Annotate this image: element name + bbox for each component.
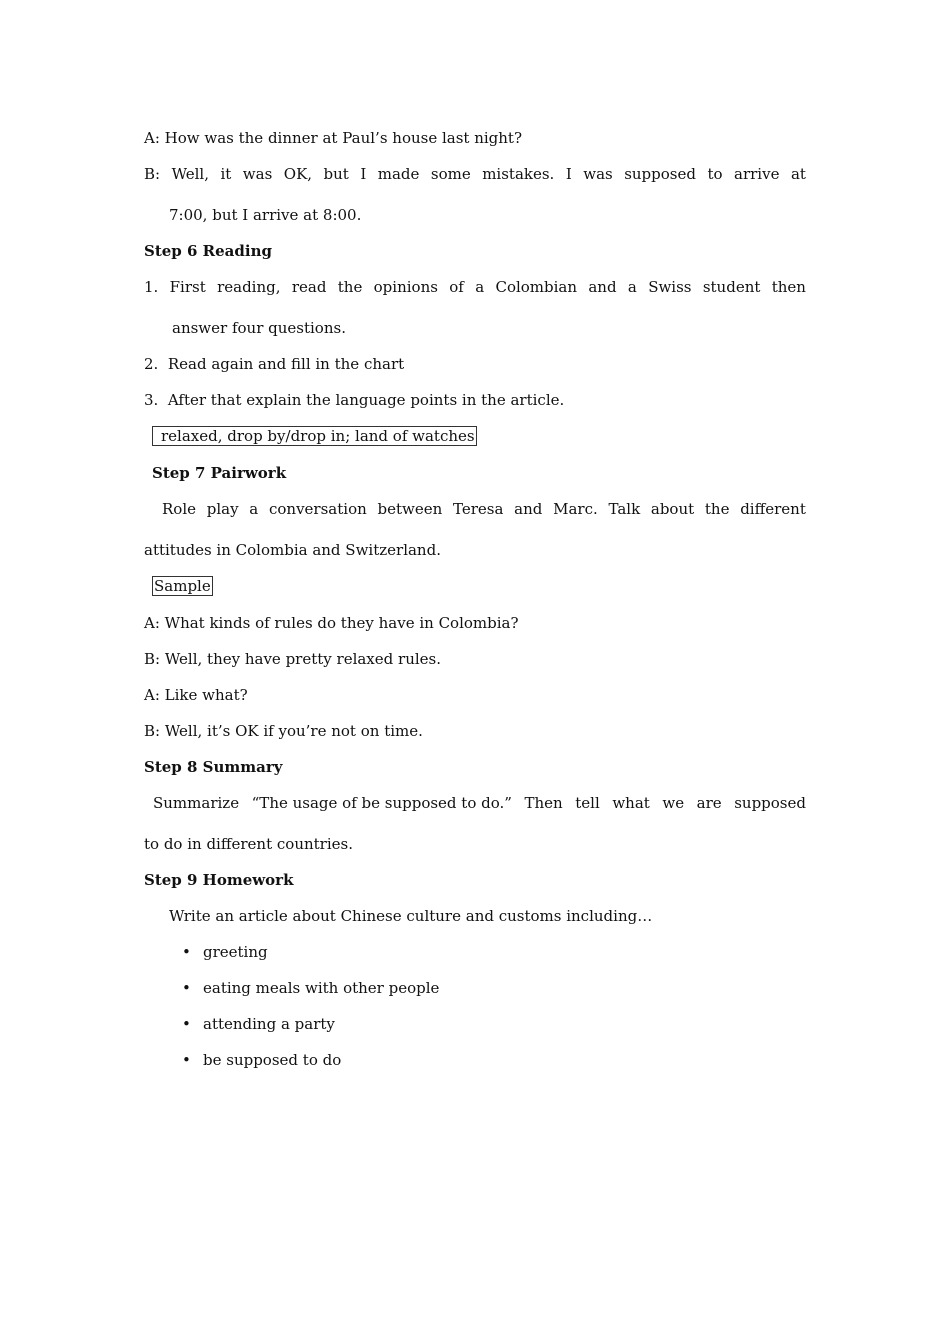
word: between [377,500,443,518]
word: Colombian [495,278,578,296]
word: what [612,794,650,812]
word: a [627,278,637,296]
word: different [740,500,806,518]
sample-label: Sample [154,577,211,595]
homework-bullet-item: attending a party [203,1015,335,1033]
step6-item-1-continued: answer four questions. [172,319,346,337]
word: read [291,278,327,296]
word: Role [162,500,196,518]
word: it [220,165,232,183]
language-points-box: relaxed, drop by/drop in; land of watches [152,426,477,446]
bullet-icon: • [182,979,191,997]
bullet-icon: • [182,1051,191,1069]
word: supposed [734,794,806,812]
step8-heading: Step 8 Summary [144,758,283,776]
homework-bullet-item: eating meals with other people [203,979,440,997]
step7-heading: Step 7 Pairwork [152,464,287,482]
word: but [323,165,349,183]
bullet-icon: • [182,943,191,961]
word: we [662,794,685,812]
word: some [430,165,471,183]
homework-bullet-item: greeting [203,943,268,961]
word: a [249,500,259,518]
word: was [242,165,273,183]
step7-intro [162,499,806,519]
word: then [771,278,806,296]
word: are [696,794,722,812]
word: 1. [144,278,159,296]
word: play [206,500,239,518]
bullet-icon: • [182,1015,191,1033]
dialogue-line-b [144,164,806,184]
word: reading, [217,278,281,296]
homework-bullet-item: be supposed to do [203,1051,342,1069]
word: the [337,278,363,296]
word: mistakes. [482,165,555,183]
sample-line: B: Well, it’s OK if you’re not on time. [144,722,423,740]
sample-line: A: Like what? [144,686,248,704]
word: opinions [373,278,438,296]
word: Marc. [553,500,598,518]
word: arrive [734,165,780,183]
word: was [583,165,613,183]
word: B: [144,165,161,183]
word: and [514,500,543,518]
word: Well, [171,165,209,183]
word: the [704,500,730,518]
step7-intro-continued: attitudes in Colombia and Switzerland. [144,541,441,559]
word: OK, [283,165,313,183]
word: about [650,500,695,518]
word: Summarize [153,794,240,812]
word: made [377,165,420,183]
word: and [588,278,617,296]
word: First [169,278,206,296]
word: “The usage of be supposed to do.” [251,794,512,812]
word: conversation [268,500,367,518]
word: Teresa [453,500,504,518]
step6-heading: Step 6 Reading [144,242,272,260]
step8-text [153,793,806,813]
word: at [790,165,806,183]
step9-heading: Step 9 Homework [144,871,294,889]
dialogue-line-b-continued: 7:00, but I arrive at 8:00. [169,206,362,224]
word: Then [524,794,563,812]
step6-item-3: 3. After that explain the language points in the article. [144,391,565,409]
word: I [565,165,572,183]
word: Talk [608,500,641,518]
word: a [475,278,485,296]
dialogue-line-a: A: How was the dinner at Paul’s house last night? [144,129,523,147]
word: to [707,165,723,183]
step8-text-continued: to do in different countries. [144,835,353,853]
word: student [702,278,761,296]
step9-intro: Write an article about Chinese culture and customs including… [169,907,653,925]
word: of [449,278,464,296]
sample-line: A: What kinds of rules do they have in Colombia? [144,614,519,632]
word: I [360,165,367,183]
word: tell [575,794,600,812]
sample-line: B: Well, they have pretty relaxed rules. [144,650,441,668]
word: supposed [624,165,696,183]
step6-item-1 [144,277,806,297]
step6-item-2: 2. Read again and fill in the chart [144,355,405,373]
word: Swiss [648,278,692,296]
